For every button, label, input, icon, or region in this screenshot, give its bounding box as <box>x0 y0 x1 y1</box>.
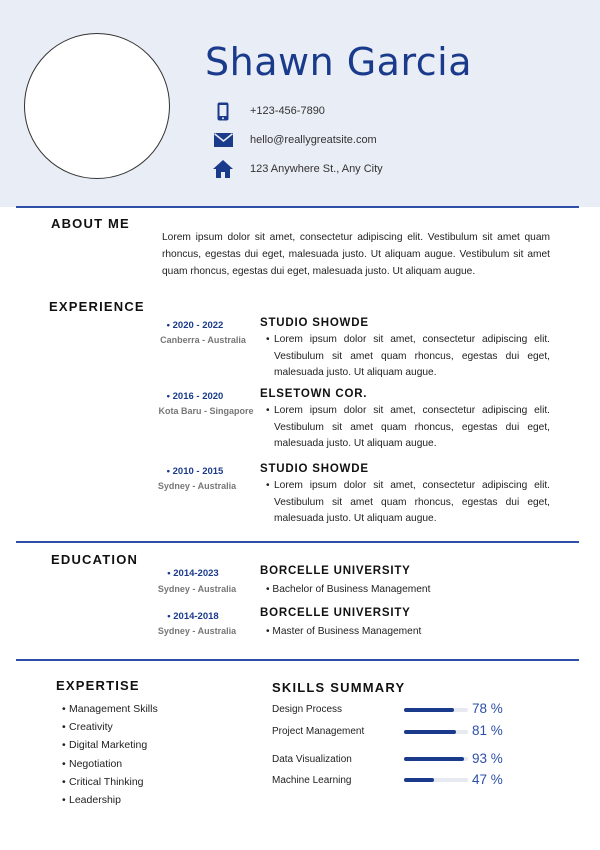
education-degree: • Bachelor of Business Management <box>266 584 431 595</box>
expertise-list <box>62 700 158 809</box>
experience-description: • Lorem ipsum dolor sit amet, consectetur adipiscing elit. Vestibulum sit amet quam rhoncus, egestas dui eget, malesuada justo. Ut aliquam augue. <box>266 332 550 382</box>
education-school: BORCELLE UNIVERSITY <box>260 607 411 619</box>
expertise-item: • Negotiation <box>62 757 123 770</box>
skill-percent: 81 % <box>472 723 503 738</box>
expertise-item: • Creativity <box>62 721 113 734</box>
expertise-item-text: Creativity <box>69 721 113 734</box>
education-degree-text: Master of Business Management <box>272 626 422 637</box>
skill-bar-fill <box>404 778 434 782</box>
expertise-item-text: Management Skills <box>69 703 158 715</box>
experience-company: STUDIO SHOWDE <box>260 317 369 329</box>
skill-bar <box>404 708 468 712</box>
skills-title: SKILLS SUMMARY <box>272 680 406 695</box>
skill-percent: 78 % <box>472 701 503 716</box>
skill-bar-fill <box>404 708 454 712</box>
skill-label: Design Process <box>272 704 343 715</box>
education-title: EDUCATION <box>51 552 139 567</box>
experience-company: ELSETOWN COR. <box>260 388 368 400</box>
contact-address <box>212 159 383 179</box>
education-degree: • Master of Business Management <box>266 626 422 637</box>
experience-description-text: Lorem ipsum dolor sit amet, consectetur adipiscing elit. Vestibulum sit amet quam rhoncus, egestas dui eget, malesuada justo. Ut aliquam augue. <box>274 480 550 524</box>
expertise-title: EXPERTISE <box>56 678 140 693</box>
experience-description-text: Lorem ipsum dolor sit amet, consectetur adipiscing elit. Vestibulum sit amet quam rhoncus, egestas dui eget, malesuada justo. Ut aliquam augue. <box>274 334 550 378</box>
address-text: 123 Anywhere St., Any City <box>250 163 383 175</box>
experience-description: • Lorem ipsum dolor sit amet, consectetur adipiscing elit. Vestibulum sit amet quam rhoncus, egestas dui eget, malesuada justo. Ut aliquam augue. <box>266 478 550 528</box>
education-date: • 2014-2018 <box>167 611 219 622</box>
phone-text: +123-456-7890 <box>250 105 325 117</box>
contact-email <box>212 130 377 150</box>
expertise-item-text: Digital Marketing <box>69 739 148 752</box>
expertise-item-text: Critical Thinking <box>69 775 144 788</box>
experience-location: Kota Baru - Singapore <box>158 406 254 416</box>
experience-location: Canberra - Australia <box>160 335 246 345</box>
about-text: Lorem ipsum dolor sit amet, consectetur adipiscing elit. Vestibulum sit amet quam rhoncus, egestas dui eget, malesuada justo. Ut aliquam augue. Vestibulum sit amet quam rhoncus, egestas dui eget, malesuada justo. Ut aliquam augue. <box>162 232 550 277</box>
divider-top <box>16 206 579 208</box>
skill-bar-fill <box>404 757 464 761</box>
email-text: hello@reallygreatsite.com <box>250 134 377 146</box>
expertise-item: • Critical Thinking <box>62 775 144 788</box>
phone-icon <box>212 101 234 121</box>
contact-phone <box>212 101 325 121</box>
education-location: Sydney - Australia <box>157 626 237 636</box>
experience-date: • 2016 - 2020 <box>166 391 224 402</box>
skill-bar-fill <box>404 730 456 734</box>
expertise-item: • Leadership <box>62 794 121 807</box>
skill-bar <box>404 757 468 761</box>
experience-date: • 2020 - 2022 <box>166 320 224 331</box>
skill-label: Project Management <box>272 726 365 737</box>
divider-education <box>16 541 579 543</box>
expertise-item: • Management Skills <box>62 703 158 715</box>
education-location: Sydney - Australia <box>157 584 237 594</box>
experience-description-text: Lorem ipsum dolor sit amet, consectetur adipiscing elit. Vestibulum sit amet quam rhoncus, egestas dui eget, malesuada justo. Ut aliquam augue. <box>274 405 550 449</box>
expertise-item-text: Negotiation <box>69 757 123 770</box>
expertise-item: • Digital Marketing <box>62 739 148 752</box>
profile-photo-placeholder <box>24 33 170 179</box>
skill-percent: 93 % <box>472 751 503 766</box>
experience-title: EXPERIENCE <box>49 299 145 314</box>
divider-bottom <box>16 659 579 661</box>
education-school: BORCELLE UNIVERSITY <box>260 565 411 577</box>
person-name: Shawn Garcia <box>205 40 472 84</box>
skill-percent: 47 % <box>472 772 503 787</box>
about-title: ABOUT ME <box>51 216 130 231</box>
experience-company: STUDIO SHOWDE <box>260 463 369 475</box>
header-band <box>0 0 600 207</box>
education-date: • 2014-2023 <box>167 568 219 579</box>
home-icon <box>212 159 234 179</box>
experience-date: • 2010 - 2015 <box>166 466 224 477</box>
skill-bar <box>404 730 468 734</box>
expertise-item-text: Leadership <box>69 794 121 807</box>
experience-location: Sydney - Australia <box>157 481 237 491</box>
email-icon <box>212 130 234 150</box>
experience-description: • Lorem ipsum dolor sit amet, consectetur adipiscing elit. Vestibulum sit amet quam rhoncus, egestas dui eget, malesuada justo. Ut aliquam augue. <box>266 403 550 453</box>
skill-label: Machine Learning <box>272 775 352 786</box>
education-degree-text: Bachelor of Business Management <box>272 584 431 595</box>
skill-label: Data Visualization <box>272 754 352 765</box>
skill-bar <box>404 778 468 782</box>
